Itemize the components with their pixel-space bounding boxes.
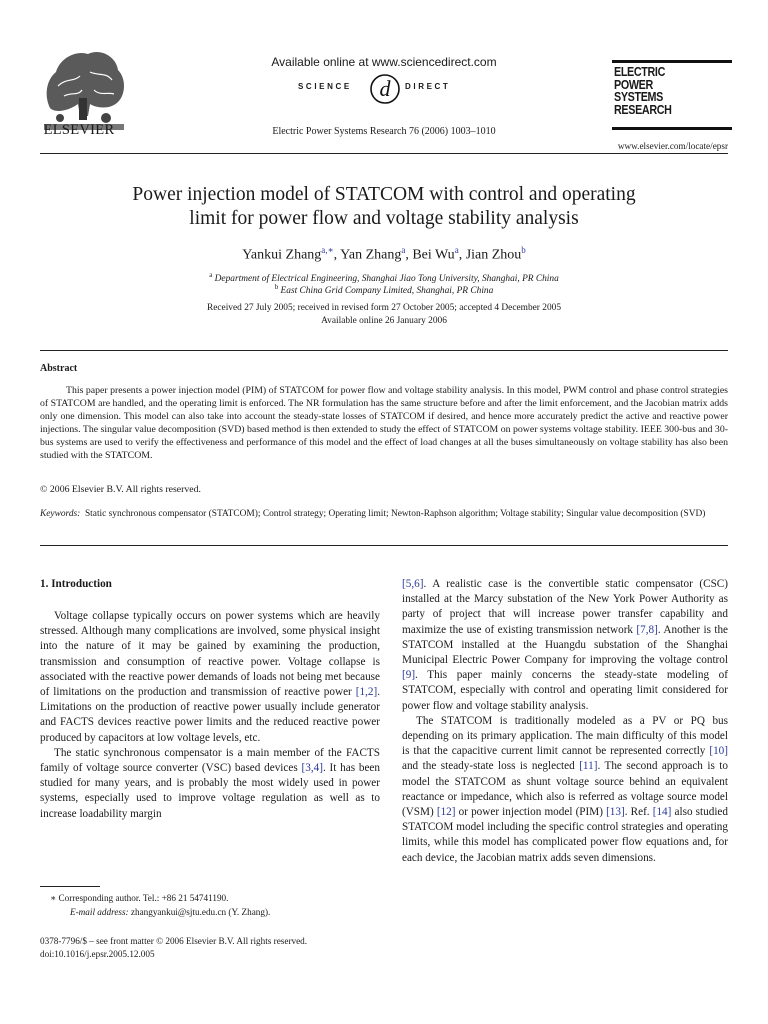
citation-link[interactable]: [11] [579,760,598,773]
email-footnote [70,907,270,917]
title-line: limit for power flow and voltage stability analysis [189,208,579,229]
citation-link[interactable]: [3,4] [301,762,323,775]
abstract-heading: Abstract [40,363,78,374]
available-online-text: Available online at www.sciencedirect.com [271,55,497,69]
journal-logo-line: SYSTEMS [614,90,663,104]
body-text: or power injection model (PIM) [455,806,607,819]
header-divider [40,153,728,154]
journal-logo-line: ELECTRIC [614,65,666,79]
author-list: Yankui Zhang$^{a,∗}$, Yan Zhang$^a$, Bei Wu$^a$, Jian Zhou$^b$ [242,245,526,263]
body-text: . It has been studied for many years, and is probably the most widely used in power systems, especially used to improve voltage regulation as well as to increase loadability margin [40,762,380,820]
issn-line: 0378-7796/$ – see front matter © 2006 Elsevier B.V. All rights reserved. [40,936,308,946]
title-line: Power injection model of STATCOM with control and operating [132,184,636,205]
svg-text:d: d [379,76,391,101]
affiliation-marker: a [209,271,213,279]
body-text: . The second approach is to model the STATCOM as shunt voltage source behind an equivalent reactance or impedance, which also is referred as voltage source model (VSM) [402,760,729,819]
doi-line[interactable]: doi:10.1016/j.epsr.2005.12.005 [40,949,155,959]
keywords-list: Static synchronous compensator (STATCOM); Control strategy; Operating limit; Newton-Raphson algorithm; Voltage stability; Singular value decomposition (SVD) [84,509,706,519]
citation-link[interactable]: [12] [436,806,456,819]
sciencedirect-left-word: SCIENCE [298,82,352,91]
affiliation-marker: b [274,283,279,291]
abstract-top-divider [40,350,728,351]
available-online-date: Available online 26 January 2006 [321,316,447,326]
paper-title [60,183,708,231]
email-address[interactable]: zhangyankui@sjtu.edu.cn (Y. Zhang). [128,907,271,917]
body-text: . Another is the STATCOM installed at the Huangdu substation of the Shanghai Municipal Electric Power Company for improving the voltage control [402,623,729,667]
author-affiliation-link[interactable]: b [521,245,526,255]
section-heading: 1. Introduction [40,578,112,590]
affiliation-text: East China Grid Company Limited, Shanghai, PR China [280,286,494,297]
left-column [40,609,380,822]
body-text: . A realistic case is the convertible static compensator (CSC) installed at the Marcy substation of the New York Power Authority as party of project that will increase power transfer capability and maximize the use of existing transmission network [402,578,728,636]
body-text: . Limitations on the production of reactive power usually include generator and FACTS devices reactive power limits and the reduced reactive power produced by capacitors at low voltage levels, etc. [40,686,380,744]
body-text: The STATCOM is traditionally modeled as a PV or PQ bus depending on its primary application. The main difficulty of this model is that the capacitive current limit cannot be represented correctly [402,714,728,758]
keywords [40,508,728,521]
abstract-bottom-divider [40,545,728,546]
journal-reference: Electric Power Systems Research 76 (2006) 1003–1010 [272,126,496,137]
body-paragraph [40,609,380,746]
abstract-body [40,384,728,463]
affiliation [60,283,708,296]
citation-link[interactable]: [5,6] [402,578,424,590]
email-label: E-mail address: [70,907,129,917]
citation-link[interactable]: [7,8] [636,623,658,636]
author-name: Bei Wu [412,247,455,263]
body-text: . Ref. [624,806,653,819]
body-text: The static synchronous compensator is a main member of the FACTS family of voltage source converter (VSC) based devices [40,746,380,775]
keywords-label: Keywords: [40,509,81,519]
body-text: and the steady-state loss is neglected [402,760,580,773]
body-paragraph [402,577,728,714]
author-name: Yan Zhang [340,247,402,263]
affiliation-text: Department of Electrical Engineering, Shanghai Jiao Tong University, Shanghai, PR China [214,274,559,285]
publisher-name: ELSEVIER [43,122,115,138]
citation-link[interactable]: [13] [606,806,625,819]
author-name: Yankui Zhang [242,247,322,263]
citation-link[interactable]: [9] [402,669,416,682]
journal-logo-line: RESEARCH [614,102,672,117]
abstract-paragraph: This paper presents a power injection model (PIM) of STATCOM for power flow and voltage stability analysis. In this model, PWM control and phase control strategies of STATCOM are handled, and the operating limit is enforced. The NR formulation has the same structure before and after the limit enforcement, and the Jacobian matrix adds only one dimension. This model can also take into account the steady-state losses of STATCOM if desired, and hence more accurately predict the active and reactive power injections. The singular value decomposition (SVD) based method is then extended to study the effect of STATCOM on power systems voltage stability. IEEE 300-bus and 30-bus systems are used to verify the effectiveness and performance of this model and the effect of load changes at all the buses simultaneously on voltage stability has also been studied with the STATCOM. [40,385,728,462]
author-affiliation-link[interactable]: a [454,245,459,255]
received-dates: Received 27 July 2005; received in revised form 27 October 2005; accepted 4 December 2005 [206,303,562,313]
journal-url-link[interactable]: www.elsevier.com/locate/epsr [617,141,728,151]
author-affiliation-link[interactable]: a,∗ [321,245,334,255]
elsevier-tree-logo [40,46,128,132]
author-name: Jian Zhou [465,247,522,263]
body-text: Voltage collapse typically occurs on power systems which are heavily stressed. Although many complications are involved, some physical insight into the nature of it may be gained by examining the production, transmission and consumption of reactive power. Voltage collapse is associated with the reactive power demands of loads not being met because of limitations on the production and transmission of reactive power [40,610,380,699]
right-column [402,577,728,866]
footnote-divider [40,886,100,887]
journal-logo-line: POWER [614,77,653,92]
body-paragraph [402,714,728,866]
citation-link[interactable]: [10] [709,745,728,758]
citation-link[interactable]: [1,2] [355,686,378,699]
corresponding-author-footnote: ∗ Corresponding author. Tel.: +86 21 54741190. [50,893,229,903]
sciencedirect-right-word: DIRECT [405,82,451,91]
copyright-notice: © 2006 Elsevier B.V. All rights reserved. [40,484,201,495]
body-text: . This paper mainly concerns the steady-state modeling of STATCOM, especially with control and operating limit considered for power flow and voltage stability analysis. [402,669,728,712]
body-text: also studied STATCOM model including the specific control strategies and operating limits, while this model has complicated power flow equations and, for each device, the Jacobian matrix adds seven dimensions. [402,806,728,864]
citation-link[interactable]: [14] [652,806,672,819]
body-paragraph [40,746,380,822]
journal-logo-text [614,66,672,116]
author-affiliation-link[interactable]: a [401,245,406,255]
